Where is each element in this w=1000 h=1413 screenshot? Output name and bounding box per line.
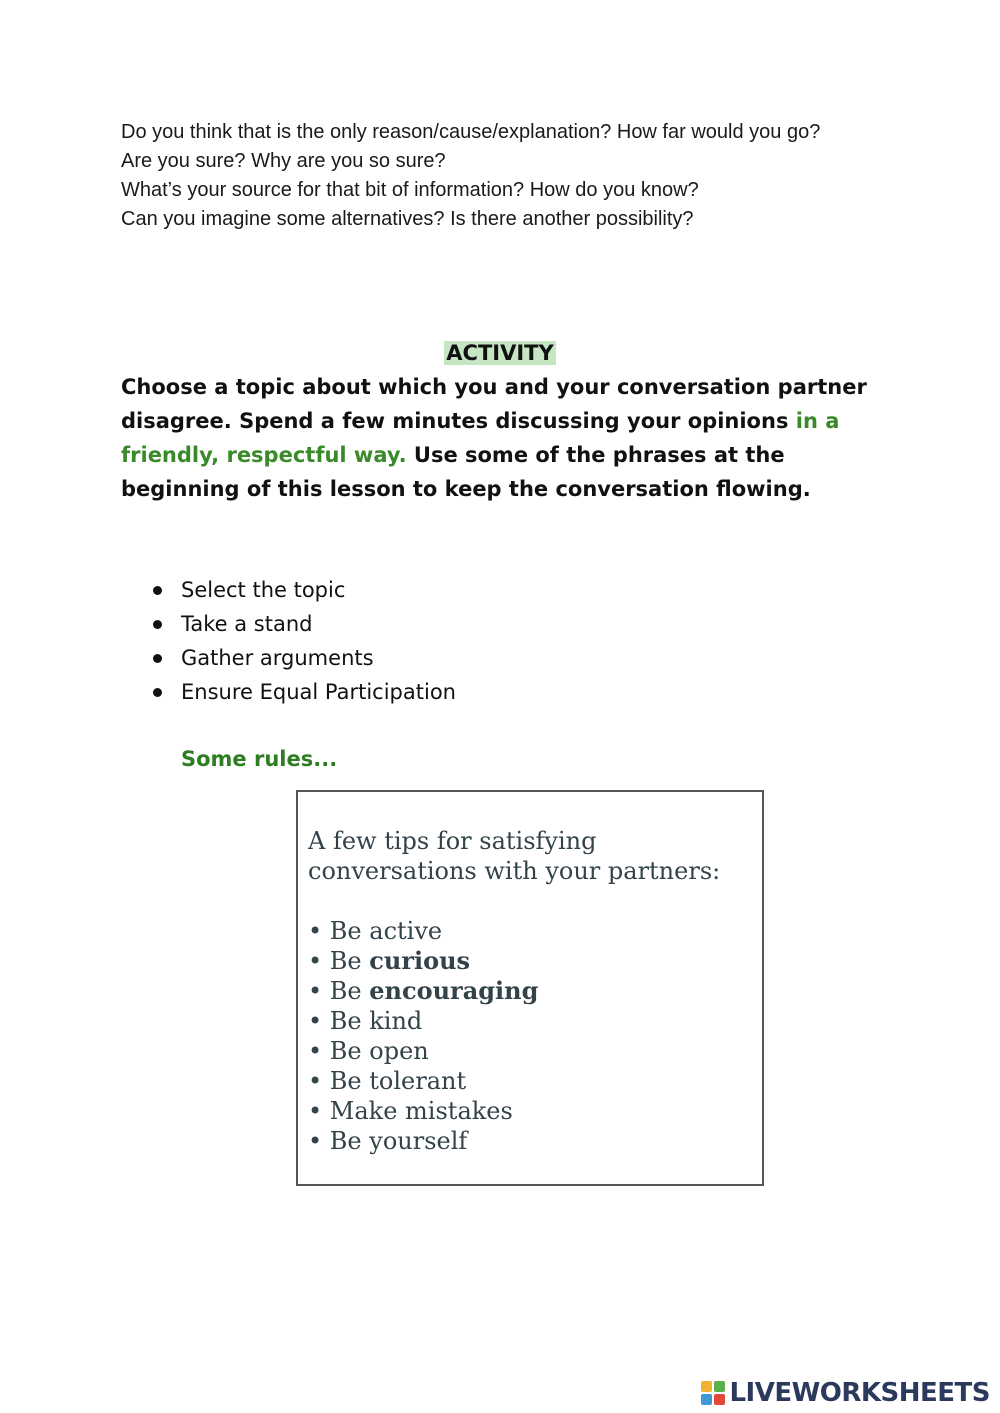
tip-text: • Make mistakes <box>308 1097 513 1125</box>
rules-heading: Some rules... <box>181 747 338 771</box>
logo-square <box>701 1381 712 1392</box>
instruction-text: Use some of the phrases at the beginning of this lesson to keep the conversation flowing. <box>121 443 811 501</box>
list-item <box>308 976 538 1006</box>
tips-list <box>308 916 538 1156</box>
list-item <box>308 946 538 976</box>
logo-text: LIVEWORKSHEETS <box>729 1378 990 1408</box>
tip-text: • Be active <box>308 917 443 945</box>
tip-text: • Be <box>308 947 370 975</box>
list-item <box>308 1036 538 1066</box>
step-label: Select the topic <box>181 578 346 602</box>
activity-heading <box>0 338 1000 368</box>
activity-title: ACTIVITY <box>446 341 554 365</box>
step-label: Take a stand <box>181 612 313 636</box>
list-item <box>150 573 456 607</box>
list-item <box>308 916 538 946</box>
liveworksheets-logo[interactable] <box>701 1378 990 1408</box>
instruction-text: Choose a topic about which you and your conversation partner disagree. Spend a few minutes discussing your opinions <box>121 375 867 433</box>
tip-text: • Be open <box>308 1037 429 1065</box>
discussion-questions <box>121 118 861 234</box>
step-label: Ensure Equal Participation <box>181 680 456 704</box>
question-line: Can you imagine some alternatives? Is there another possibility? <box>121 208 694 230</box>
question-line: What’s your source for that bit of information? How do you know? <box>121 179 699 201</box>
logo-square <box>714 1381 725 1392</box>
logo-square <box>701 1394 712 1405</box>
tips-intro: A few tips for satisfying conversations with your partners: <box>308 827 721 885</box>
tip-text: • Be kind <box>308 1007 423 1035</box>
logo-square <box>714 1394 725 1405</box>
bullet-icon <box>153 654 162 663</box>
list-item <box>150 641 456 675</box>
tip-text: • Be yourself <box>308 1127 468 1155</box>
question-line: Are you sure? Why are you so sure? <box>121 150 446 172</box>
question-line: Do you think that is the only reason/cause/explanation? How far would you go? <box>121 121 821 143</box>
instruction-highlight: in a friendly, respectful way. <box>121 409 840 467</box>
list-item <box>150 607 456 641</box>
tip-bold-word: encouraging <box>369 976 539 1005</box>
list-item <box>150 675 456 709</box>
list-item <box>308 1006 538 1036</box>
list-item <box>308 1066 538 1096</box>
bullet-icon <box>153 688 162 697</box>
tip-text: • Be <box>308 977 370 1005</box>
step-label: Gather arguments <box>181 646 374 670</box>
list-item <box>308 1096 538 1126</box>
tip-text: • Be tolerant <box>308 1067 467 1095</box>
bullet-icon <box>153 620 162 629</box>
list-item <box>308 1126 538 1156</box>
tips-image-box <box>296 790 764 1186</box>
liveworksheets-logo-icon <box>701 1381 725 1405</box>
bullet-icon <box>153 586 162 595</box>
activity-steps-list <box>150 573 456 709</box>
tip-bold-word: curious <box>369 946 471 975</box>
activity-instructions <box>121 370 891 506</box>
